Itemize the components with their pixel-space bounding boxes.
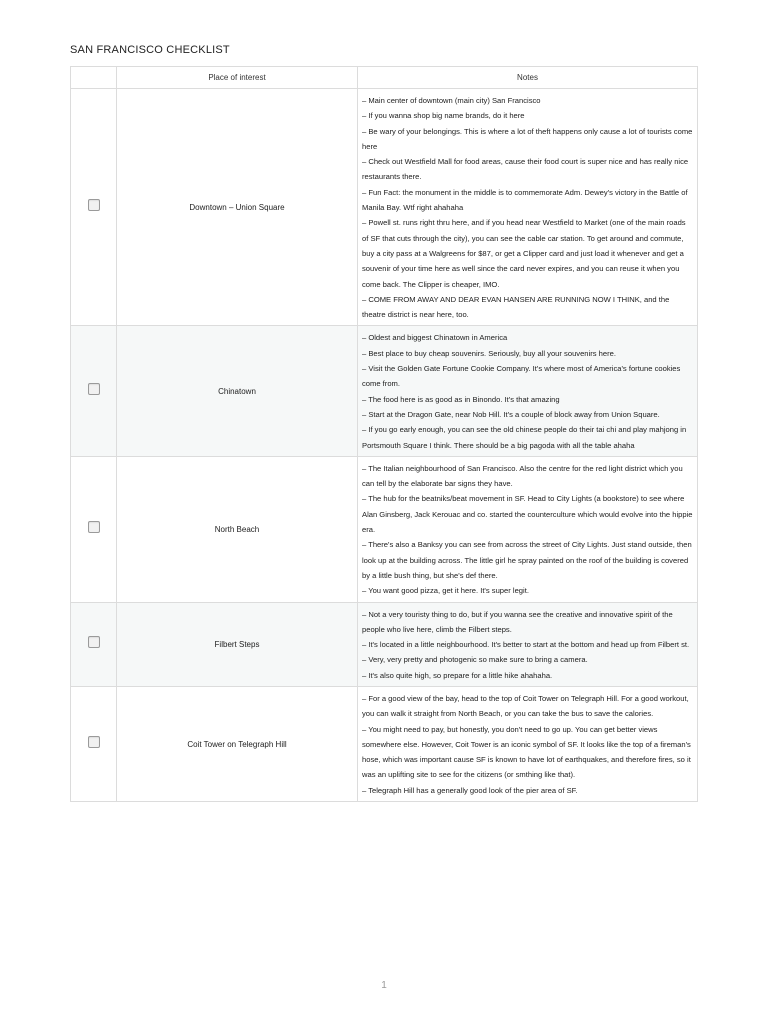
note-item: – Main center of downtown (main city) San Francisco xyxy=(362,96,541,105)
place-of-interest: North Beach xyxy=(117,456,358,602)
checkbox-cell xyxy=(71,602,117,686)
notes-column-header: Notes xyxy=(358,67,698,89)
checkbox-cell xyxy=(71,456,117,602)
place-of-interest: Coit Tower on Telegraph Hill xyxy=(117,686,358,801)
note-item: – There's also a Banksy you can see from across the street of City Lights. Just stand outside, then look up at the building across. The little girl he spray painted on the roof of the building is covered by a little bush thing, but she's def there. xyxy=(362,540,692,580)
checkbox[interactable] xyxy=(88,736,100,748)
note-item: – The hub for the beatniks/beat movement in SF. Head to City Lights (a bookstore) to see where Alan Ginsberg, Jack Kerouac and co. started the counterculture which would evolve into the hippie era. xyxy=(362,494,693,535)
note-item: – Start at the Dragon Gate, near Nob Hill. It's a couple of block away from Union Square. xyxy=(362,409,660,419)
note-item: – Visit the Golden Gate Fortune Cookie Company. It's where most of America's fortune cookies come from. xyxy=(362,364,681,389)
page-title: SAN FRANCISCO CHECKLIST xyxy=(70,44,230,56)
note-item: – Be wary of your belongings. This is where a lot of theft happens only cause a lot of tourists come here xyxy=(362,126,693,151)
page-number: 1 xyxy=(381,980,387,991)
checkbox[interactable] xyxy=(88,636,100,648)
note-item: – Fun Fact: the monument in the middle is to commemorate Adm. Dewey's victory in the Battle of Manila Bay. Wtf right ahahaha xyxy=(362,187,688,213)
checkbox-cell xyxy=(71,686,117,801)
notes-cell xyxy=(358,686,698,801)
note-item: – Check out Westfield Mall for food areas, cause their food court is super nice and has really nice restaurants there. xyxy=(362,157,689,182)
note-item: – Not a very touristy thing to do, but if you wanna see the creative and innovative spirit of the people who live here, climb the Filbert steps. xyxy=(362,609,673,634)
note-item: – Powell st. runs right thru here, and if you head near Westfield to Market (one of the main roads of SF that cuts through the city), you can see the cable car station. To get around and commute, buy a city pass at a Walgreens for $87, or get a Clipper card and just load it whenever and get a souvenir of your time here as well since the card never expires, and you can reuse it when you come back. The Clipper is cheaper, IMO. xyxy=(362,218,686,289)
note-item: – For a good view of the bay, head to the top of Coit Tower on Telegraph Hill. For a good workout, you can walk it straight from North Beach, or you can take the bus to save the calories. xyxy=(362,693,689,719)
notes-cell xyxy=(358,89,698,326)
place-column-header: Place of interest xyxy=(117,67,358,89)
checkbox-cell xyxy=(71,89,117,326)
note-item: – Telegraph Hill has a generally good look of the pier area of SF. xyxy=(362,785,578,795)
table-row xyxy=(71,89,698,326)
table-body xyxy=(71,89,698,802)
note-item: – The food here is as good as in Binondo. It's that amazing xyxy=(362,394,560,404)
place-of-interest: Downtown – Union Square xyxy=(117,89,358,326)
place-of-interest: Filbert Steps xyxy=(117,602,358,686)
table-row xyxy=(71,602,698,686)
note-item: – You might need to pay, but honestly, you don't need to go up. You can get better views somewhere else. However, Coit Tower is an iconic symbol of SF. It looks like the top of a fireman's hose, which was important cause SF is known to have lot of earthquakes, and therefore fires, so it was an uplifting site to see for the citizens (or smthing like that). xyxy=(362,724,691,780)
note-item: – You want good pizza, get it here. It's super legit. xyxy=(362,586,529,596)
note-item: – It's located in a little neighbourhood. It's better to start at the bottom and head up from Filbert st. xyxy=(362,640,690,650)
checkbox-column-header xyxy=(71,67,117,89)
checklist-table xyxy=(70,66,698,802)
table-row xyxy=(71,456,698,602)
notes-cell xyxy=(358,456,698,602)
note-item: – The Italian neighbourhood of San Francisco. Also the centre for the red light district which you can tell by the elaborate bar signs they have. xyxy=(362,463,683,489)
table-row xyxy=(71,326,698,456)
checkbox[interactable] xyxy=(88,199,100,211)
notes-cell xyxy=(358,602,698,686)
note-item: – Best place to buy cheap souvenirs. Seriously, buy all your souvenirs here. xyxy=(362,348,616,358)
note-item: – If you go early enough, you can see the old chinese people do their tai chi and play mahjong in Portsmouth Square I think. There should be a big pagoda with all the table ahaha xyxy=(362,425,687,450)
note-item: – Oldest and biggest Chinatown in America xyxy=(362,333,508,343)
note-item: – It's also quite high, so prepare for a little hike ahahaha. xyxy=(362,670,553,680)
checkbox[interactable] xyxy=(88,383,100,395)
note-item: – Very, very pretty and photogenic so make sure to bring a camera. xyxy=(362,655,588,665)
header-row xyxy=(71,67,698,89)
table-header xyxy=(71,67,698,89)
note-item: – COME FROM AWAY AND DEAR EVAN HANSEN ARE RUNNING NOW I THINK, and the theatre district is near here, too. xyxy=(362,294,670,320)
note-item: – If you wanna shop big name brands, do it here xyxy=(362,111,525,121)
checkbox[interactable] xyxy=(88,521,100,533)
table-row xyxy=(71,686,698,801)
checkbox-cell xyxy=(71,326,117,456)
place-of-interest: Chinatown xyxy=(117,326,358,456)
notes-cell xyxy=(358,326,698,456)
